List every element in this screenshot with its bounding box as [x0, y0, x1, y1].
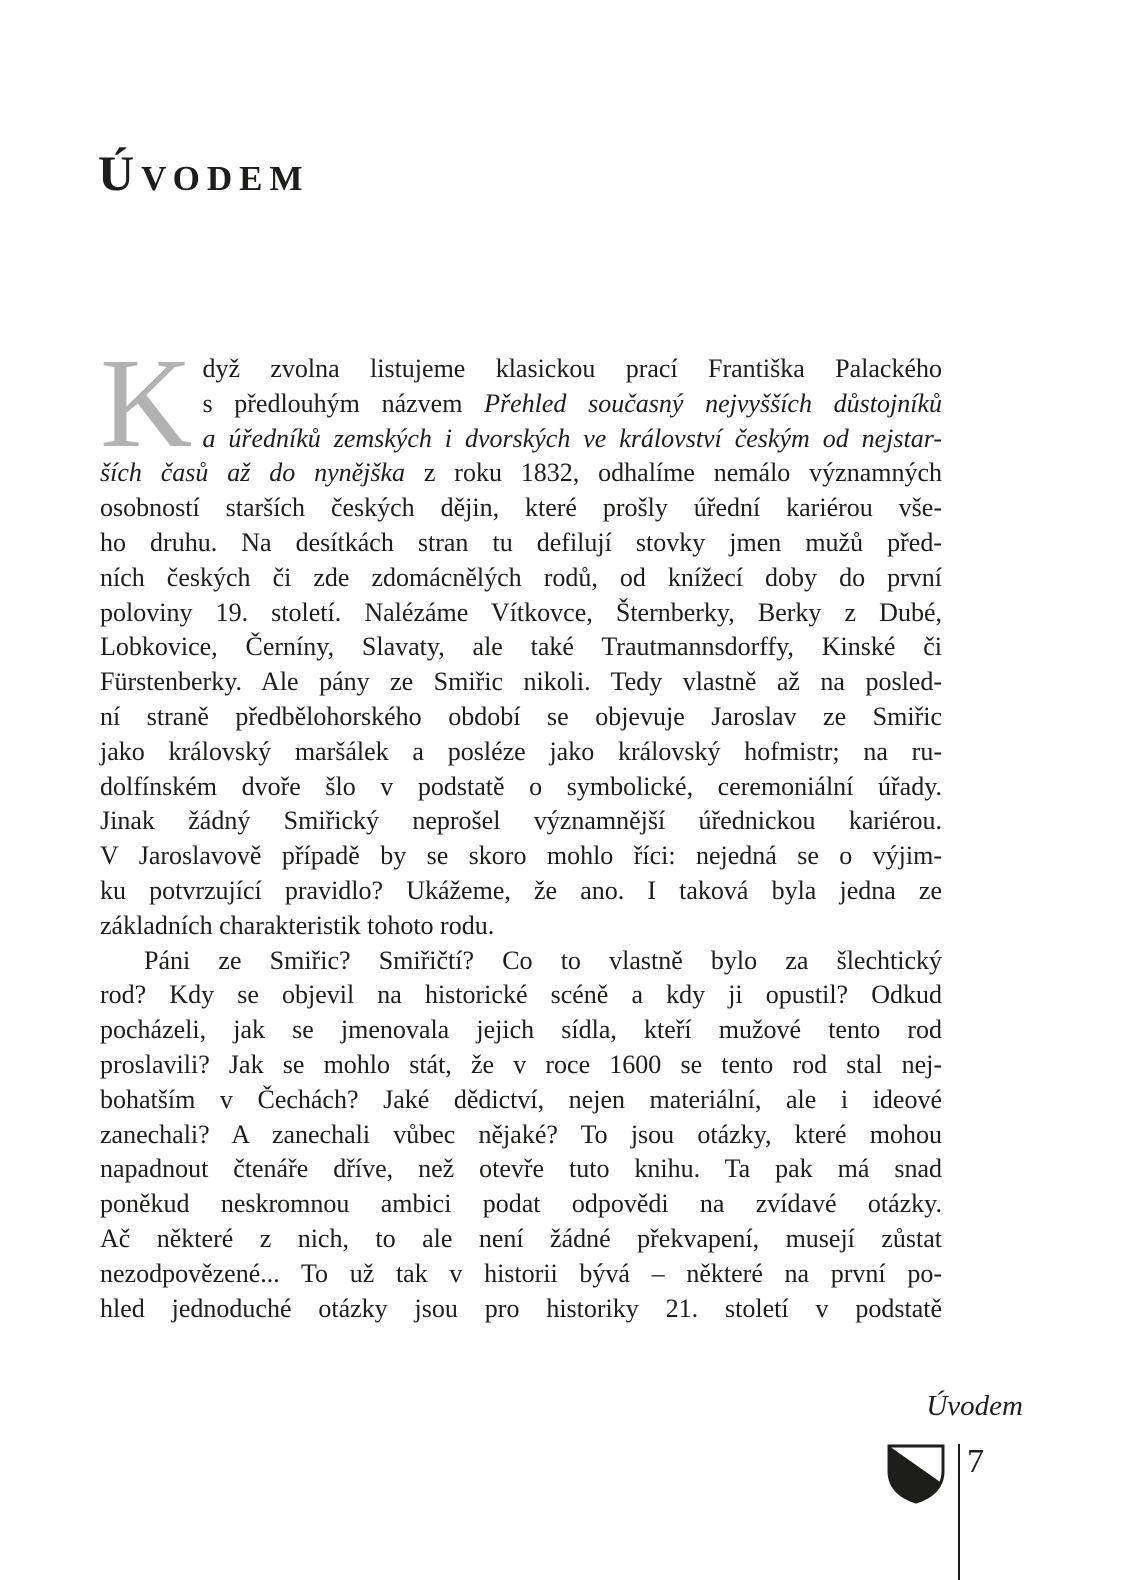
- text-line: V Jaroslavově případě by se skoro mohlo říci: nejedná se o výjim-: [100, 841, 942, 871]
- paragraph: [100, 332, 942, 944]
- text-line: ho druhu. Na desítkách stran tu defilují stovky jmen mužů před-: [100, 527, 942, 557]
- article: [100, 332, 942, 1326]
- italic-text-run: ších časů až do nynějška: [100, 458, 406, 488]
- italic-text-run: Přehled současný nejvyšších důstojníků: [484, 388, 942, 418]
- text-line: proslavili? Jak se mohlo stát, že v roce 1600 se tento rod stal nej-: [100, 1049, 942, 1079]
- italic-text-run: a úředníků zemských i dvorských ve království českým od nejstar-: [202, 423, 942, 453]
- text-line: poněkud neskromnou ambici podat odpovědi na zvídavé otázky.: [100, 1189, 942, 1219]
- text-run: z roku 1832, odhalíme nemálo významných: [405, 458, 942, 488]
- text-line: bohatším v Čechách? Jaké dědictví, nejen materiální, ale i ideové: [100, 1084, 942, 1114]
- text-line: nezodpovězené... To už tak v historii bývá – některé na první po-: [100, 1258, 942, 1288]
- text-line: základních charakteristik tohoto rodu.: [100, 910, 495, 940]
- chapter-heading: Úvodem: [98, 144, 310, 201]
- text-line: pocházeli, jak se jmenovala jejich sídla, kteří mužové tento rod: [100, 1015, 942, 1045]
- text-line: Ač některé z nich, to ale není žádné překvapení, musejí zůstat: [100, 1223, 942, 1253]
- text-line: Lobkovice, Černíny, Slavaty, ale také Trautmannsdorffy, Kinské či: [100, 632, 942, 662]
- text-line: napadnout čtenáře dříve, než otevře tuto knihu. Ta pak má snad: [100, 1154, 942, 1184]
- text-line: [100, 422, 942, 457]
- text-line: ních českých či zde zdomácnělých rodů, od knížecí doby do první: [100, 562, 942, 592]
- text-line: Jinak žádný Smiřický neprošel významnější úřednickou kariérou.: [100, 806, 942, 836]
- text-line: jako královský maršálek a posléze jako královský hofmistr; na ru-: [100, 736, 942, 766]
- text-line: osobností starších českých dějin, které prošly úřední kariérou vše-: [100, 493, 942, 523]
- text-line: rod? Kdy se objevil na historické scéně a kdy ji opustil? Odkud: [100, 980, 942, 1010]
- text-line: ku potvrzující pravidlo? Ukážeme, že ano. I taková byla jedna ze: [100, 875, 942, 905]
- shield-icon: [887, 1444, 945, 1504]
- text-run: s předlouhým názvem: [202, 388, 485, 418]
- text-line: hled jednoduché otázky jsou pro historiky 21. století v podstatě: [100, 1293, 942, 1323]
- text-line: Fürstenberky. Ale pány ze Smiřic nikoli. Tedy vlastně až na posled-: [100, 667, 942, 697]
- text-line: zanechali? A zanechali vůbec nějaké? To jsou otázky, které mohou: [100, 1119, 942, 1149]
- page-number: 7: [967, 1443, 984, 1480]
- text-line: Páni ze Smiřic? Smiřičtí? Co to vlastně bylo za šlechtický: [144, 945, 942, 975]
- text-line: dyž zvolna listujeme klasickou prací Františka Palackého: [202, 354, 942, 383]
- text-line: dolfínském dvoře šlo v podstatě o symbolické, ceremoniální úřady.: [100, 771, 942, 801]
- text-line: [100, 387, 942, 422]
- footer-rule: [958, 1444, 960, 1580]
- text-line: poloviny 19. století. Nalézáme Vítkovce, Šternberky, Berky z Dubé,: [100, 597, 942, 627]
- drop-cap: K: [100, 332, 193, 474]
- running-title: Úvodem: [926, 1390, 1023, 1422]
- text-line: ní straně předbělohorského období se objevuje Jaroslav ze Smiřic: [100, 701, 942, 731]
- text-line: [100, 456, 942, 491]
- paragraph: [100, 944, 942, 1327]
